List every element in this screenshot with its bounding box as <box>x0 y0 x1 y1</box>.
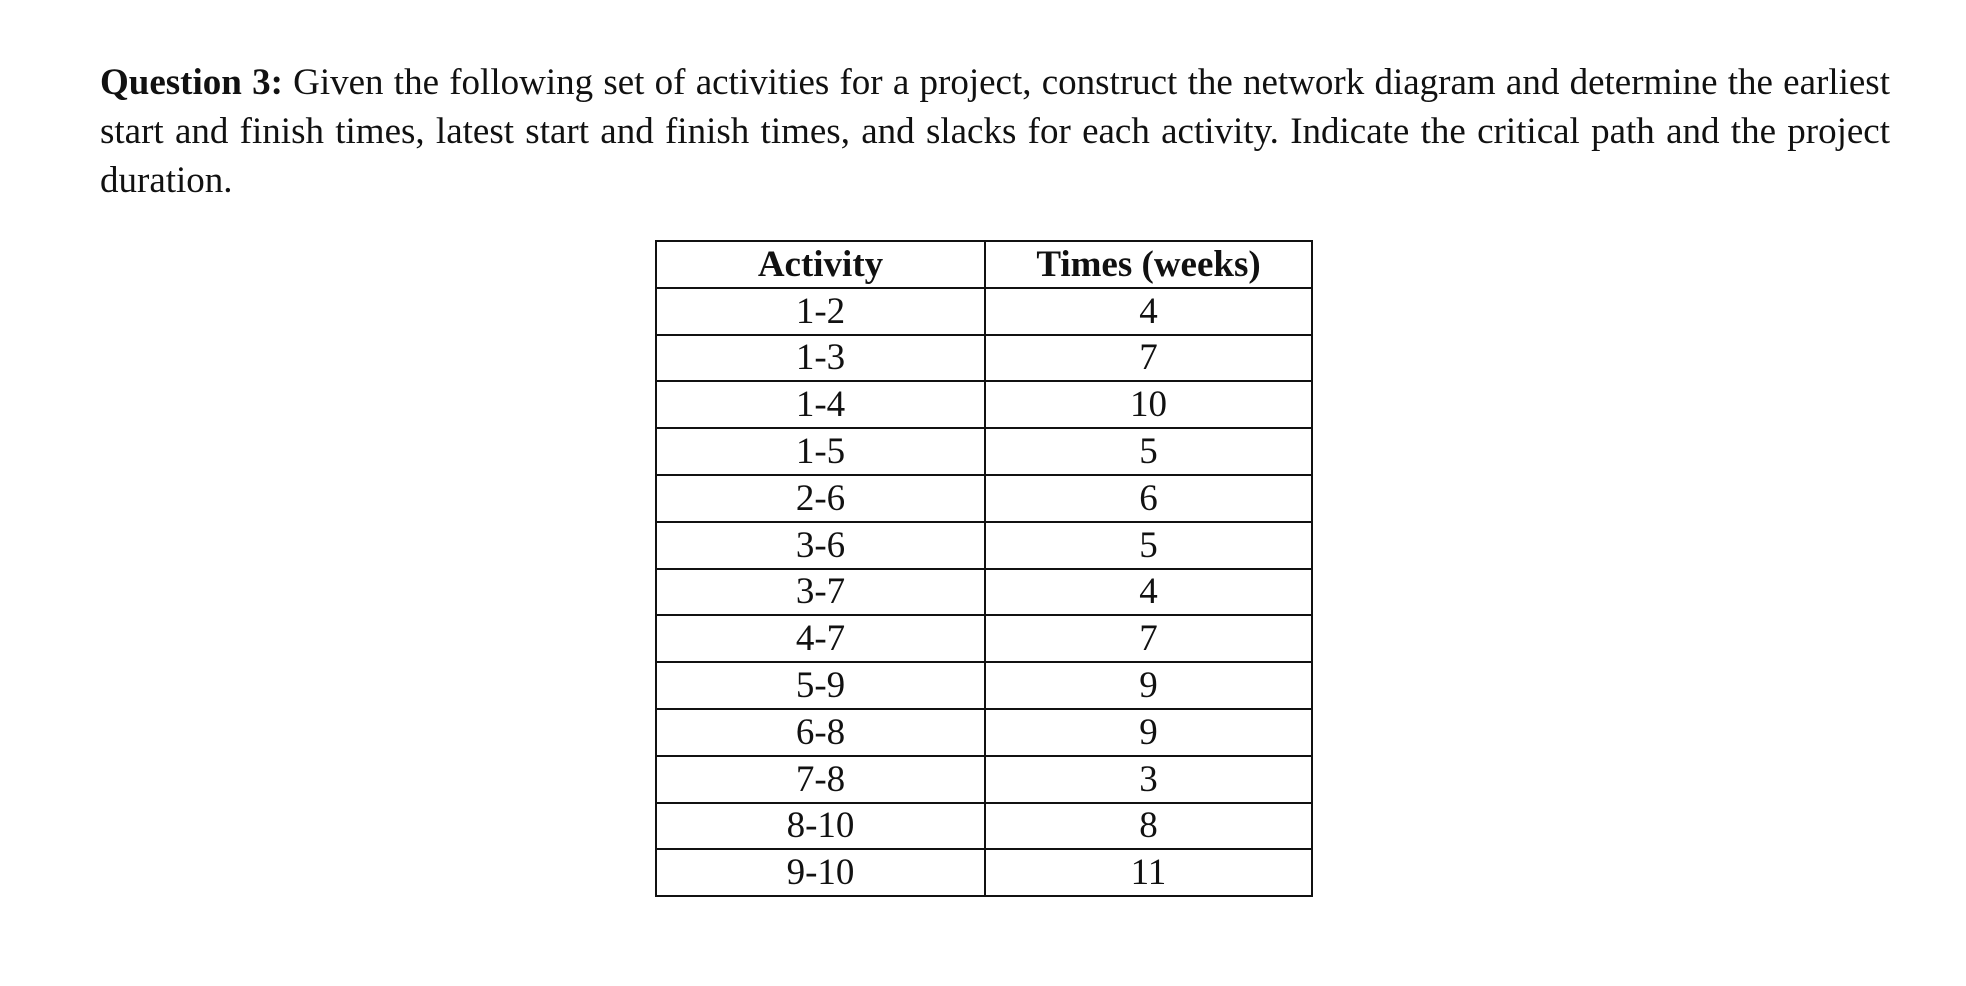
table-row <box>656 288 1312 335</box>
activity-cell: 1-4 <box>656 381 985 428</box>
activity-table-container <box>655 240 1313 897</box>
activity-cell: 8-10 <box>656 803 985 850</box>
table-row <box>656 756 1312 803</box>
question-body: Given the following set of activities for a project, construct the network diagram and determine the earliest start and finish times, latest start and finish times, and slacks for each activity. Indicate the critical path and the project duration. <box>100 62 1890 201</box>
activity-cell: 2-6 <box>656 475 985 522</box>
question-text <box>100 58 1890 205</box>
activity-table <box>655 240 1313 897</box>
time-cell: 9 <box>985 662 1312 709</box>
time-column-header: Times (weeks) <box>985 241 1312 288</box>
time-cell: 10 <box>985 381 1312 428</box>
time-cell: 3 <box>985 756 1312 803</box>
activity-cell: 7-8 <box>656 756 985 803</box>
time-cell: 4 <box>985 569 1312 616</box>
time-cell: 6 <box>985 475 1312 522</box>
activity-cell: 1-2 <box>656 288 985 335</box>
activity-cell: 6-8 <box>656 709 985 756</box>
time-cell: 9 <box>985 709 1312 756</box>
question-label: Question 3: <box>100 62 283 103</box>
table-body <box>656 288 1312 896</box>
table-row <box>656 381 1312 428</box>
activity-cell: 5-9 <box>656 662 985 709</box>
table-row <box>656 522 1312 569</box>
table-row <box>656 709 1312 756</box>
activity-cell: 1-3 <box>656 335 985 382</box>
activity-cell: 1-5 <box>656 428 985 475</box>
table-row <box>656 803 1312 850</box>
activity-cell: 9-10 <box>656 849 985 896</box>
time-cell: 7 <box>985 615 1312 662</box>
activity-column-header: Activity <box>656 241 985 288</box>
table-row <box>656 662 1312 709</box>
time-cell: 11 <box>985 849 1312 896</box>
table-row <box>656 849 1312 896</box>
time-cell: 4 <box>985 288 1312 335</box>
time-cell: 8 <box>985 803 1312 850</box>
table-row <box>656 475 1312 522</box>
table-row <box>656 335 1312 382</box>
time-cell: 5 <box>985 522 1312 569</box>
table-row <box>656 569 1312 616</box>
activity-cell: 3-7 <box>656 569 985 616</box>
time-cell: 7 <box>985 335 1312 382</box>
activity-cell: 3-6 <box>656 522 985 569</box>
table-header-row <box>656 241 1312 288</box>
activity-cell: 4-7 <box>656 615 985 662</box>
time-cell: 5 <box>985 428 1312 475</box>
table-row <box>656 615 1312 662</box>
table-row <box>656 428 1312 475</box>
